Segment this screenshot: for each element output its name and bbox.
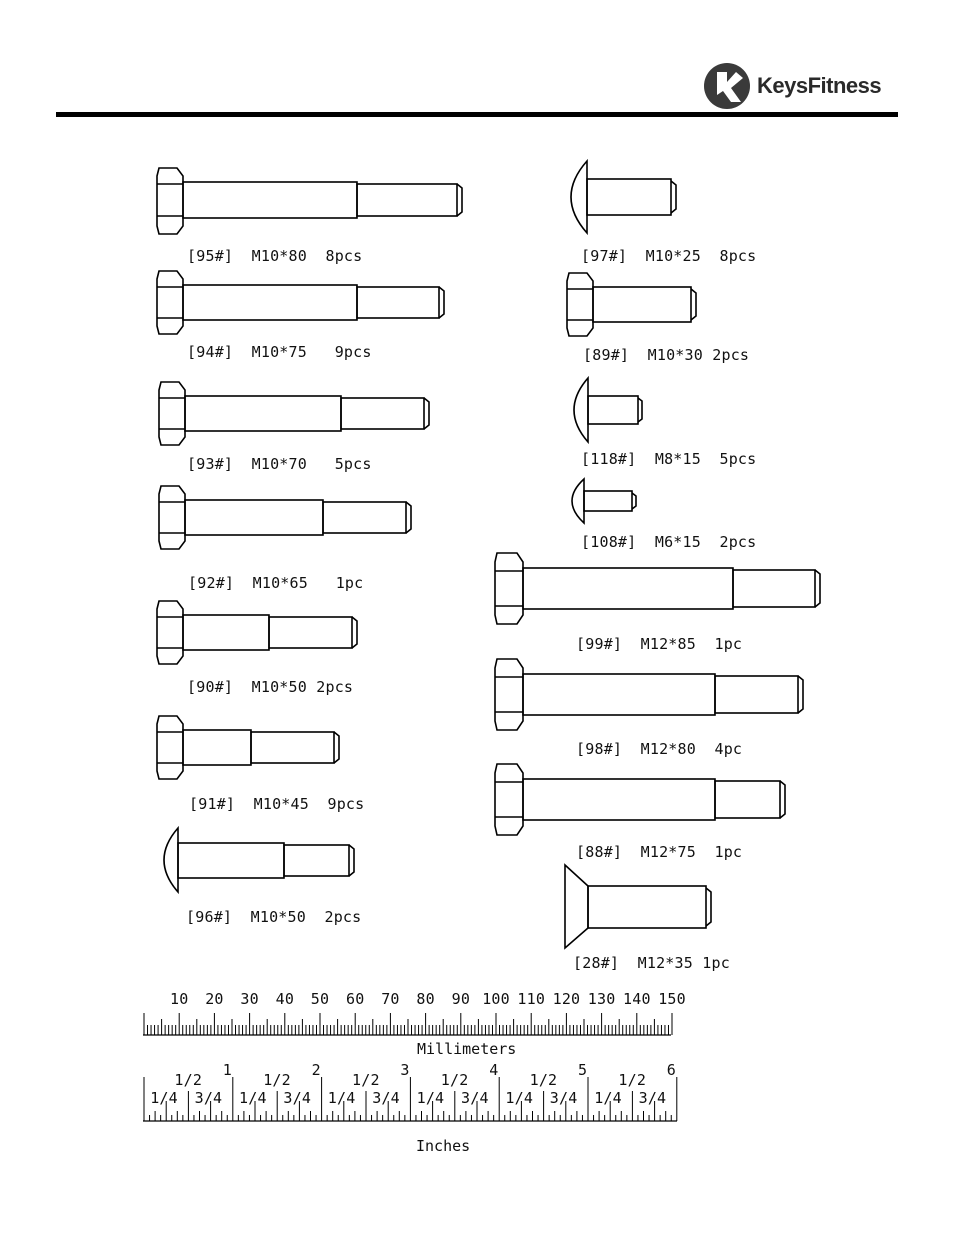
inch-quarter-label: 1/4 (150, 1089, 178, 1107)
inch-three-quarter-label: 3/4 (283, 1089, 312, 1107)
bolt-92-drawing (159, 486, 411, 549)
inch-half-label: 1/2 (529, 1071, 558, 1089)
bolt-91-drawing (157, 716, 339, 779)
part-label-89: [89#] M10*30 2pcs (583, 346, 750, 364)
mm-label: 20 (205, 990, 224, 1008)
part-label-108: [108#] M6*15 2pcs (581, 533, 757, 551)
inch-whole-label: 6 (666, 1061, 677, 1079)
mm-label: 60 (346, 990, 365, 1008)
mm-label: 30 (240, 990, 259, 1008)
inch-quarter-label: 1/4 (416, 1089, 445, 1107)
mm-label: 40 (275, 990, 295, 1008)
mm-label: 90 (451, 990, 471, 1008)
inch-quarter-label: 1/4 (505, 1089, 534, 1107)
part-label-94: [94#] M10*75 9pcs (187, 343, 372, 361)
mm-label: 130 (587, 990, 616, 1008)
part-label-99: [99#] M12*85 1pc (576, 635, 743, 653)
mm-label: 10 (170, 990, 189, 1008)
inch-half-label: 1/2 (618, 1071, 647, 1089)
bolt-97-drawing (571, 161, 676, 233)
inch-whole-label: 5 (578, 1061, 588, 1079)
inch-half-label: 1/2 (174, 1071, 203, 1089)
part-label-93: [93#] M10*70 5pcs (187, 455, 372, 473)
bolt-95-drawing (157, 168, 462, 234)
inch-whole-label: 4 (489, 1061, 499, 1079)
bolt-88-drawing (495, 764, 785, 835)
inch-whole-label: 2 (311, 1061, 321, 1079)
part-label-90: [90#] M10*50 2pcs (187, 678, 354, 696)
mm-label: 50 (310, 990, 330, 1008)
bolt-28-drawing (565, 865, 711, 948)
mm-label: 80 (416, 990, 435, 1008)
inch-half-label: 1/2 (440, 1071, 469, 1089)
bolt-94-drawing (157, 271, 444, 334)
part-label-92: [92#] M10*65 1pc (188, 574, 364, 592)
inch-quarter-label: 1/4 (594, 1089, 622, 1107)
bolt-89-drawing (567, 273, 696, 336)
part-label-88: [88#] M12*75 1pc (576, 843, 743, 861)
millimeter-ruler-caption: Millimeters (417, 1040, 517, 1058)
bolt-90-drawing (157, 601, 357, 664)
mm-label: 140 (623, 990, 651, 1008)
inch-three-quarter-label: 3/4 (194, 1089, 223, 1107)
part-label-118: [118#] M8*15 5pcs (581, 450, 757, 468)
brand-name: KeysFitness (757, 73, 882, 98)
bolt-99-drawing (495, 553, 820, 624)
inch-three-quarter-label: 3/4 (372, 1089, 400, 1107)
inch-ruler-caption: Inches (416, 1137, 471, 1155)
inch-three-quarter-label: 3/4 (638, 1089, 667, 1107)
inch-quarter-label: 1/4 (327, 1089, 356, 1107)
millimeter-ruler-ticks (144, 1013, 672, 1035)
part-label-96: [96#] M10*50 2pcs (186, 908, 362, 926)
inch-quarter-label: 1/4 (239, 1089, 267, 1107)
bolt-93-drawing (159, 382, 429, 445)
mm-label: 100 (482, 990, 510, 1008)
bolt-96-drawing (164, 828, 354, 892)
inch-whole-label: 1 (222, 1061, 233, 1079)
bolt-108-drawing (572, 479, 636, 523)
part-label-98: [98#] M12*80 4pc (576, 740, 743, 758)
mm-label: 150 (658, 990, 686, 1008)
inch-three-quarter-label: 3/4 (549, 1089, 578, 1107)
mm-label: 120 (552, 990, 581, 1008)
bolt-98-drawing (495, 659, 803, 730)
bolt-118-drawing (574, 378, 642, 442)
part-label-28: [28#] M12*35 1pc (573, 954, 730, 972)
part-label-97: [97#] M10*25 8pcs (581, 247, 757, 265)
inch-whole-label: 3 (400, 1061, 410, 1079)
mm-label: 110 (517, 990, 546, 1008)
inch-half-label: 1/2 (352, 1071, 380, 1089)
part-label-91: [91#] M10*45 9pcs (189, 795, 365, 813)
inch-three-quarter-label: 3/4 (461, 1089, 489, 1107)
inch-half-label: 1/2 (263, 1071, 291, 1089)
part-label-95: [95#] M10*80 8pcs (187, 247, 363, 265)
mm-label: 70 (381, 990, 400, 1008)
